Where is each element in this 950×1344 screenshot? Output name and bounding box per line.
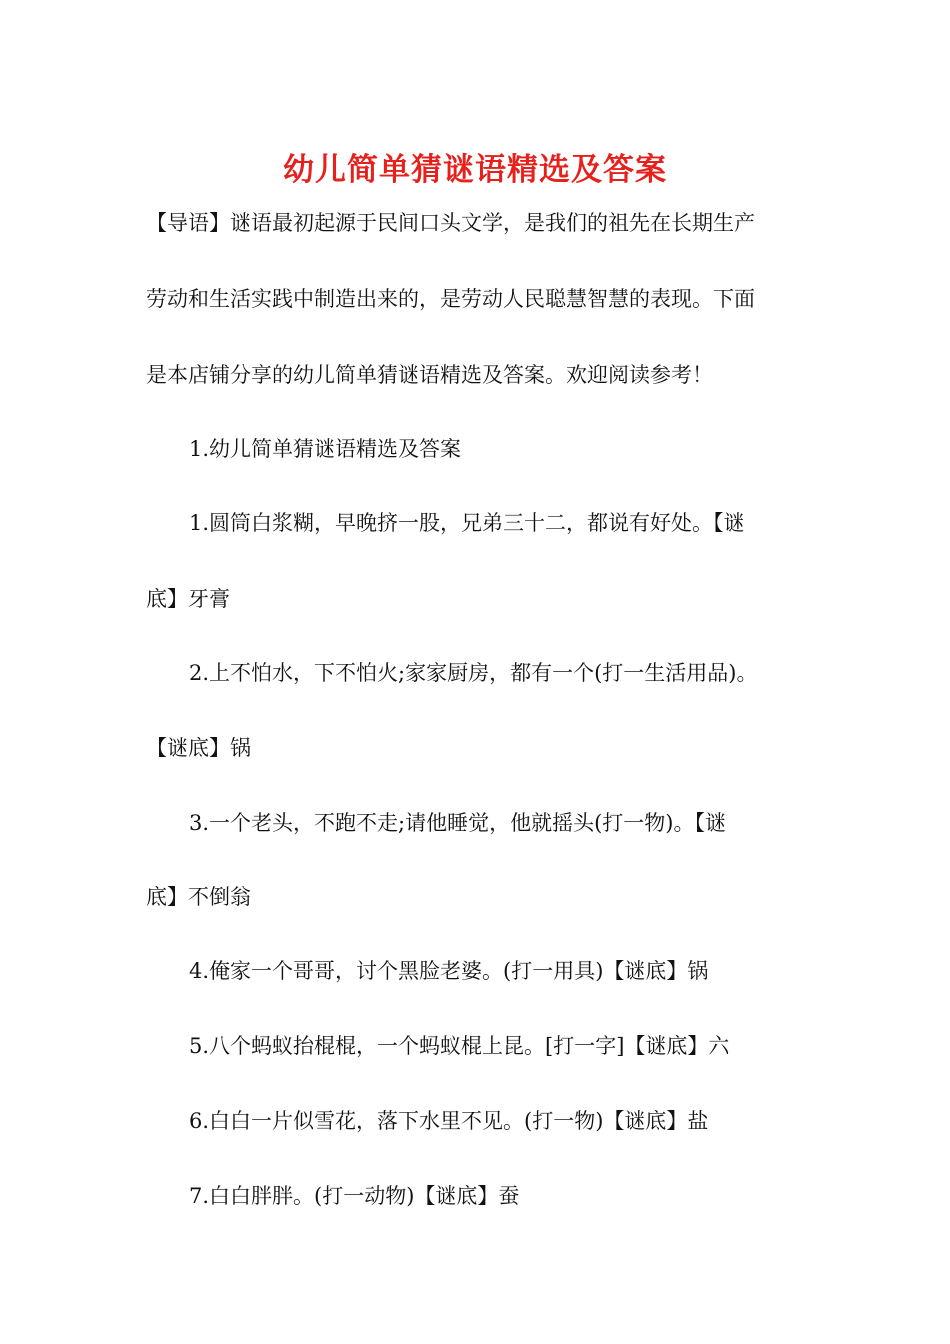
riddle-7: 7.白白胖胖。(打一动物)【谜底】蚕 (189, 1184, 520, 1208)
riddle-5: 5.八个蚂蚁抬棍棍，一个蚂蚁棍上昆。[打一字]【谜底】六 (189, 1034, 730, 1058)
riddle-3-line-2: 底】不倒翁 (146, 885, 251, 909)
riddle-6: 6.白白一片似雪花，落下水里不见。(打一物)【谜底】盐 (189, 1109, 709, 1133)
intro-line-3: 是本店铺分享的幼儿简单猜谜语精选及答案。欢迎阅读参考！ (146, 363, 713, 387)
riddle-4: 4.俺家一个哥哥，讨个黑脸老婆。(打一用具)【谜底】锅 (189, 959, 709, 983)
riddle-1-line-2: 底】牙膏 (146, 587, 230, 611)
document-title: 幼儿简单猜谜语精选及答案 (283, 152, 667, 188)
intro-line-2: 劳动和生活实践中制造出来的，是劳动人民聪慧智慧的表现。下面 (146, 287, 755, 311)
riddle-1-line-1: 1.圆筒白浆糊，早晚挤一股，兄弟三十二，都说有好处。【谜 (189, 511, 745, 535)
riddle-2-line-2: 【谜底】锅 (146, 736, 251, 760)
section-heading: 1.幼儿简单猜谜语精选及答案 (189, 437, 462, 461)
riddle-3-line-1: 3.一个老头，不跑不走;请他睡觉，他就摇头(打一物)。【谜 (189, 811, 726, 835)
intro-line-1: 【导语】谜语最初起源于民间口头文学，是我们的祖先在长期生产 (146, 211, 755, 235)
riddle-2-line-1: 2.上不怕水，下不怕火;家家厨房，都有一个(打一生活用品)。 (189, 661, 758, 685)
